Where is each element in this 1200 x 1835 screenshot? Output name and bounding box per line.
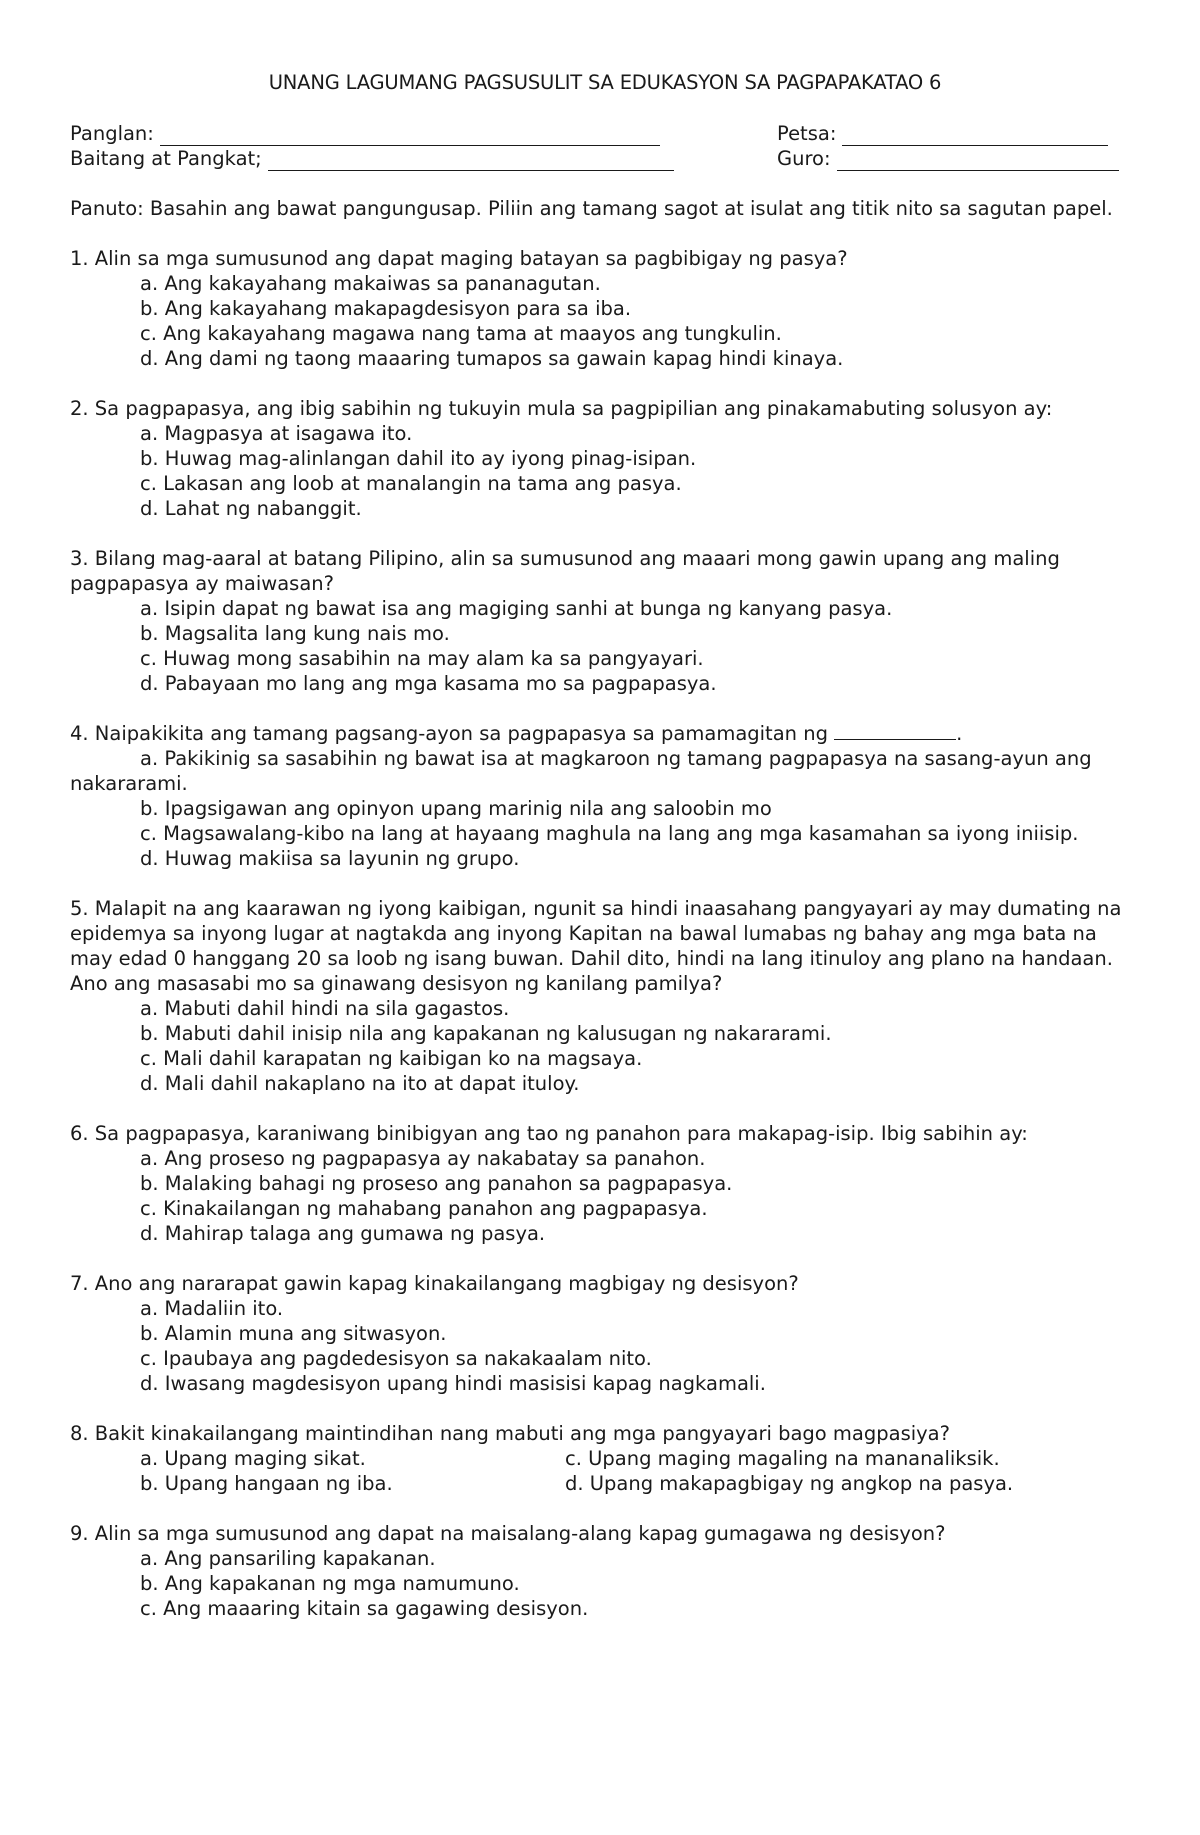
question-8 bbox=[70, 1421, 1140, 1496]
question-9 bbox=[70, 1521, 1140, 1621]
teacher-blank-line bbox=[837, 152, 1119, 171]
option-b: b. Malaking bahagi ng proseso ang panahon sa pagpapasya. bbox=[140, 1172, 733, 1195]
grade-teacher-row bbox=[70, 146, 1140, 171]
option-b: b. Upang hangaan ng iba. bbox=[140, 1472, 393, 1495]
option-c: c. Magsawalang-kibo na lang at hayaang maghula na lang ang mga kasamahan sa iyong iniisip. bbox=[140, 822, 1079, 845]
question-7 bbox=[70, 1271, 1140, 1396]
name-date-row bbox=[70, 121, 1140, 146]
date-blank-line bbox=[842, 127, 1108, 146]
grade-section-field bbox=[70, 146, 674, 171]
option-c: c. Huwag mong sasabihin na may alam ka sa pangyayari. bbox=[140, 647, 704, 670]
option-b: b. Ang kapakanan ng mga namumuno. bbox=[140, 1572, 520, 1595]
option-a: a. Madaliin ito. bbox=[140, 1297, 284, 1320]
option-b: b. Mabuti dahil inisip nila ang kapakanan ng kalusugan ng nakararami. bbox=[140, 1022, 832, 1045]
date-field bbox=[777, 121, 1108, 146]
option-a: a. Ang pansariling kapakanan. bbox=[140, 1547, 436, 1570]
question-1 bbox=[70, 246, 1140, 371]
option-b: b. Ipagsigawan ang opinyon upang marinig nila ang saloobin mo bbox=[140, 797, 772, 820]
option-c: c. Upang maging magaling na mananaliksik. bbox=[565, 1447, 1000, 1470]
option-d: d. Upang makapagbigay ng angkop na pasya. bbox=[565, 1472, 1014, 1495]
option-b: b. Alamin muna ang sitwasyon. bbox=[140, 1322, 447, 1345]
name-label: Panglan: bbox=[70, 122, 154, 145]
grade-section-label: Baitang at Pangkat; bbox=[70, 147, 262, 170]
option-d: d. Mahirap talaga ang gumawa ng pasya. bbox=[140, 1222, 546, 1245]
question-5 bbox=[70, 896, 1140, 1096]
teacher-label: Guro: bbox=[777, 147, 831, 170]
option-c: c. Ang kakayahang magawa nang tama at maayos ang tungkulin. bbox=[140, 322, 782, 345]
option-a: a. Ang proseso ng pagpapasya ay nakabatay sa panahon. bbox=[140, 1147, 706, 1170]
option-b: b. Magsalita lang kung nais mo. bbox=[140, 622, 450, 645]
question-stem: 2. Sa pagpapasya, ang ibig sabihin ng tukuyin mula sa pagpipilian ang pinakamabuting solusyon ay: bbox=[70, 397, 1053, 420]
question-stem: 1. Alin sa mga sumusunod ang dapat maging batayan sa pagbibigay ng pasya? bbox=[70, 247, 848, 270]
option-c: c. Ipaubaya ang pagdedesisyon sa nakakaalam nito. bbox=[140, 1347, 652, 1370]
instructions: Panuto: Basahin ang bawat pangungusap. Piliin ang tamang sagot at isulat ang titik nito sa sagutan papel. bbox=[70, 197, 1113, 220]
option-a: a. Upang maging sikat. bbox=[140, 1447, 366, 1470]
name-blank-line bbox=[160, 127, 660, 146]
question-stem: 6. Sa pagpapasya, karaniwang binibigyan ang tao ng panahon para makapag-isip. Ibig sabihin ay: bbox=[70, 1122, 1028, 1145]
question-4 bbox=[70, 721, 1140, 871]
options-grid bbox=[70, 1446, 1140, 1496]
question-stem-line bbox=[70, 721, 1140, 746]
question-2 bbox=[70, 396, 1140, 521]
name-field bbox=[70, 121, 660, 146]
teacher-field bbox=[777, 146, 1119, 171]
question-6 bbox=[70, 1121, 1140, 1246]
option-c: c. Ang maaaring kitain sa gagawing desisyon. bbox=[140, 1597, 589, 1620]
option-c: c. Kinakailangan ng mahabang panahon ang pagpapasya. bbox=[140, 1197, 708, 1220]
question-stem: 7. Ano ang nararapat gawin kapag kinakailangang magbigay ng desisyon? bbox=[70, 1272, 799, 1295]
option-d: d. Huwag makiisa sa layunin ng grupo. bbox=[140, 847, 520, 870]
exam-page bbox=[70, 70, 1140, 1646]
option-c: c. Lakasan ang loob at manalangin na tama ang pasya. bbox=[140, 472, 682, 495]
option-d: d. Mali dahil nakaplano na ito at dapat ituloy. bbox=[140, 1072, 580, 1095]
option-b: b. Huwag mag-alinlangan dahil ito ay iyong pinag-isipan. bbox=[140, 447, 697, 470]
question-stem: 8. Bakit kinakailangang maintindihan nang mabuti ang mga pangyayari bago magpasiya? bbox=[70, 1422, 950, 1445]
option-a: a. Magpasya at isagawa ito. bbox=[140, 422, 413, 445]
option-a: a. Isipin dapat ng bawat isa ang magiging sanhi at bunga ng kanyang pasya. bbox=[140, 597, 893, 620]
option-a: a. Ang kakayahang makaiwas sa pananagutan. bbox=[140, 272, 601, 295]
exam-title: UNANG LAGUMANG PAGSUSULIT SA EDUKASYON SA PAGPAPAKATAO 6 bbox=[268, 71, 942, 94]
question-3 bbox=[70, 546, 1140, 696]
option-c: c. Mali dahil karapatan ng kaibigan ko na magsaya. bbox=[140, 1047, 643, 1070]
grade-section-blank-line bbox=[268, 152, 674, 171]
question-stem: 3. Bilang mag-aaral at batang Pilipino, alin sa sumusunod ang maaari mong gawin upang ang maling pagpapasya ay maiwasan? bbox=[70, 547, 1060, 595]
option-a: a. Pakikinig sa sasabihin ng bawat isa at magkaroon ng tamang pagpapasya na sasang-ayun ang nakararami. bbox=[70, 747, 1092, 795]
answer-blank-line bbox=[834, 721, 956, 740]
question-stem-end: . bbox=[956, 722, 963, 745]
option-d: d. Lahat ng nabanggit. bbox=[140, 497, 362, 520]
option-b: b. Ang kakayahang makapagdesisyon para sa iba. bbox=[140, 297, 632, 320]
option-d: d. Iwasang magdesisyon upang hindi masisisi kapag nagkamali. bbox=[140, 1372, 766, 1395]
date-label: Petsa: bbox=[777, 122, 837, 145]
option-d: d. Ang dami ng taong maaaring tumapos sa gawain kapag hindi kinaya. bbox=[140, 347, 844, 370]
option-d: d. Pabayaan mo lang ang mga kasama mo sa pagpapasya. bbox=[140, 672, 717, 695]
question-stem: 9. Alin sa mga sumusunod ang dapat na maisalang-alang kapag gumagawa ng desisyon? bbox=[70, 1522, 946, 1545]
question-stem: 5. Malapit na ang kaarawan ng iyong kaibigan, ngunit sa hindi inaasahang pangyayari ay may dumating na epidemya sa inyong lugar at nagtakda ang inyong Kapitan na bawal lumabas ng bahay ang mga bata na may edad 0 hanggang 20 sa loob ng isang buwan. Dahil dito, hindi na lang itinuloy ang plano na handaan. Ano ang masasabi mo sa ginawang desisyon ng kanilang pamilya? bbox=[70, 897, 1122, 995]
option-a: a. Mabuti dahil hindi na sila gagastos. bbox=[140, 997, 510, 1020]
question-stem: 4. Naipakikita ang tamang pagsang-ayon sa pagpapasya sa pamamagitan ng bbox=[70, 722, 828, 745]
